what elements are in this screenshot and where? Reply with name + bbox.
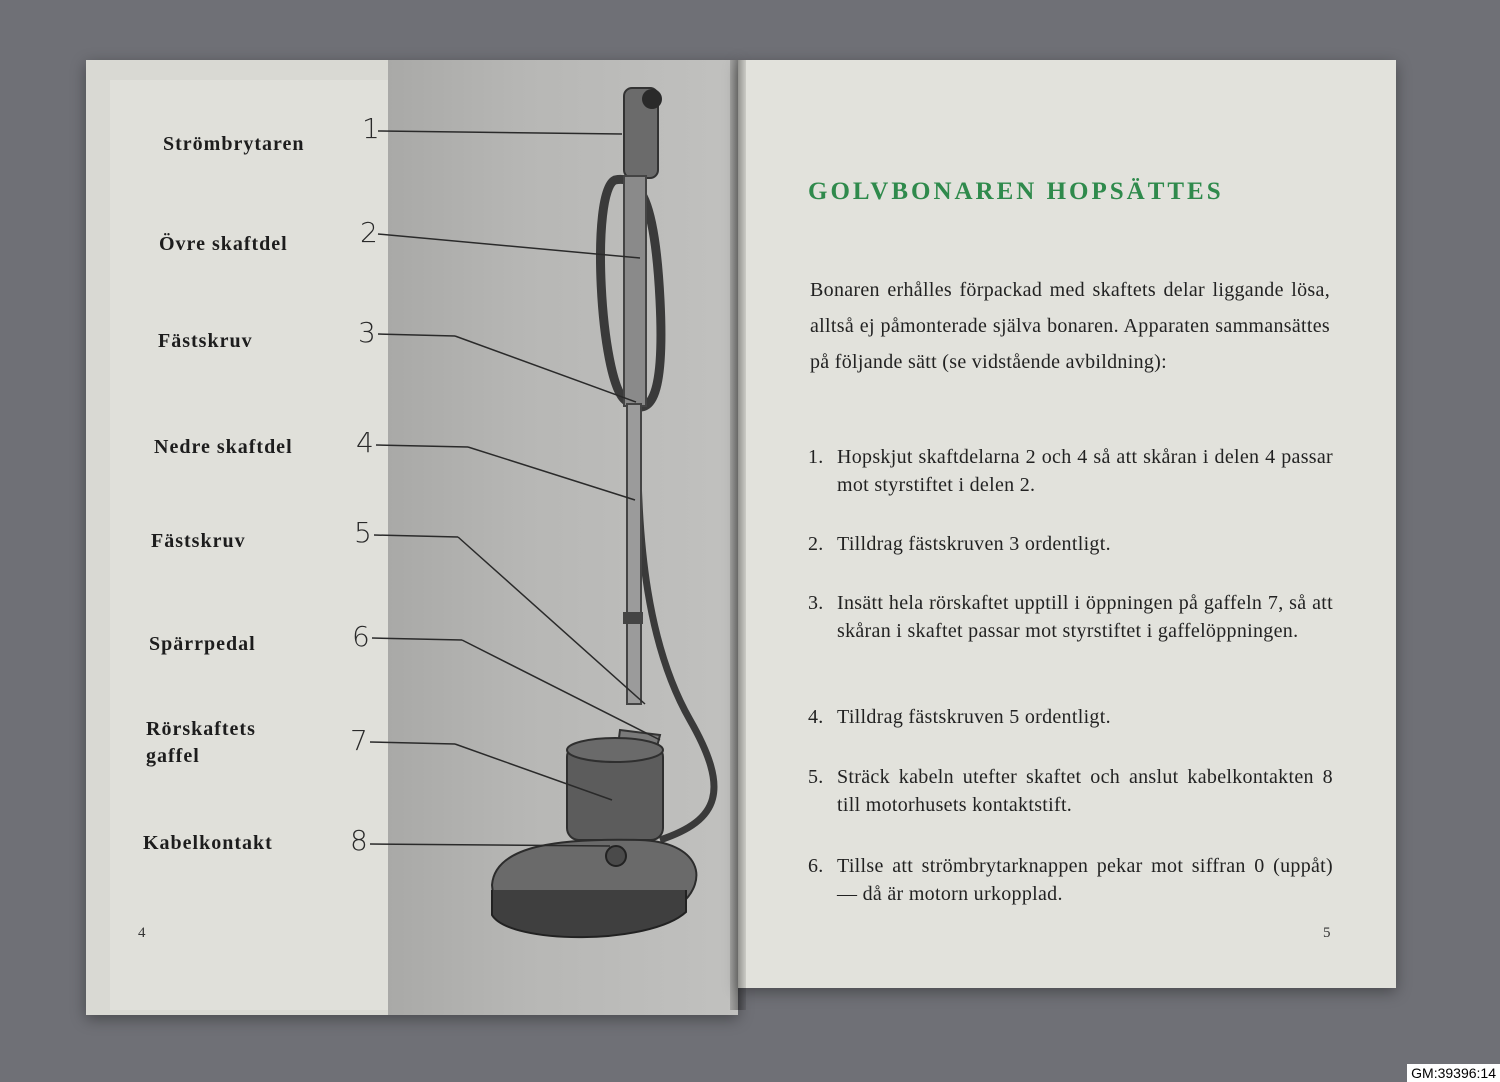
part-label-7-line1: Rörskaftets: [146, 718, 256, 740]
part-number-2: 2: [360, 216, 378, 249]
intro-paragraph: Bonaren erhålles förpackad med skaftets delar liggande lösa, alltså ej påmonterade själva bonaren. Apparaten sammansättes på följande sätt (se vidstående avbildning):: [810, 279, 1330, 373]
catalog-id: GM:39396:14: [1407, 1064, 1500, 1082]
part-number-8: 8: [350, 824, 368, 857]
step-text: Tilldrag fästskruven 5 ordentligt.: [837, 706, 1111, 728]
step-item: [808, 443, 1333, 499]
part-label-2: Övre skaftdel: [159, 233, 288, 255]
step-number: 1.: [808, 446, 824, 468]
part-label-6: Spärrpedal: [149, 633, 256, 655]
part-number-4: 4: [356, 426, 374, 459]
part-number-1: 1: [362, 112, 380, 145]
page-title: GOLVBONAREN HOPSÄTTES: [808, 178, 1224, 205]
step-text: Insätt hela rörskaftet upptill i öppningen på gaffeln 7, så att skåran i skaftet passar mot styrstiftet i gaffelöppningen.: [837, 592, 1333, 642]
part-label-8: Kabelkontakt: [143, 832, 273, 854]
right-page-number: 5: [1323, 925, 1331, 941]
step-item: [808, 589, 1333, 645]
part-number-3: 3: [358, 316, 376, 349]
part-label-3: Fästskruv: [158, 330, 253, 352]
step-item: [808, 763, 1333, 819]
step-text: Tilldrag fästskruven 3 ordentligt.: [837, 533, 1111, 555]
step-number: 6.: [808, 855, 824, 877]
part-label-7-line2: gaffel: [146, 745, 200, 767]
part-number-5: 5: [354, 516, 372, 549]
part-label-1: Strömbrytaren: [163, 133, 305, 155]
step-number: 2.: [808, 533, 824, 555]
step-number: 4.: [808, 706, 824, 728]
left-page-number: 4: [138, 925, 146, 941]
step-item: [808, 852, 1333, 908]
step-item: [808, 530, 1333, 558]
step-item: [808, 703, 1333, 731]
part-label-5: Fästskruv: [151, 530, 246, 552]
step-number: 5.: [808, 766, 824, 788]
part-label-4: Nedre skaftdel: [154, 436, 293, 458]
step-number: 3.: [808, 592, 824, 614]
part-number-6: 6: [352, 620, 370, 653]
step-text: Hopskjut skaftdelarna 2 och 4 så att skåran i delen 4 passar mot styrstiftet i delen 2.: [837, 446, 1333, 496]
part-number-7: 7: [350, 724, 368, 757]
step-text: Sträck kabeln utefter skaftet och anslut kabelkontakten 8 till motorhusets kontaktstift.: [837, 766, 1333, 816]
step-text: Tillse att strömbrytarknappen pekar mot siffran 0 (uppåt) — då är motorn urkopplad.: [837, 855, 1333, 905]
